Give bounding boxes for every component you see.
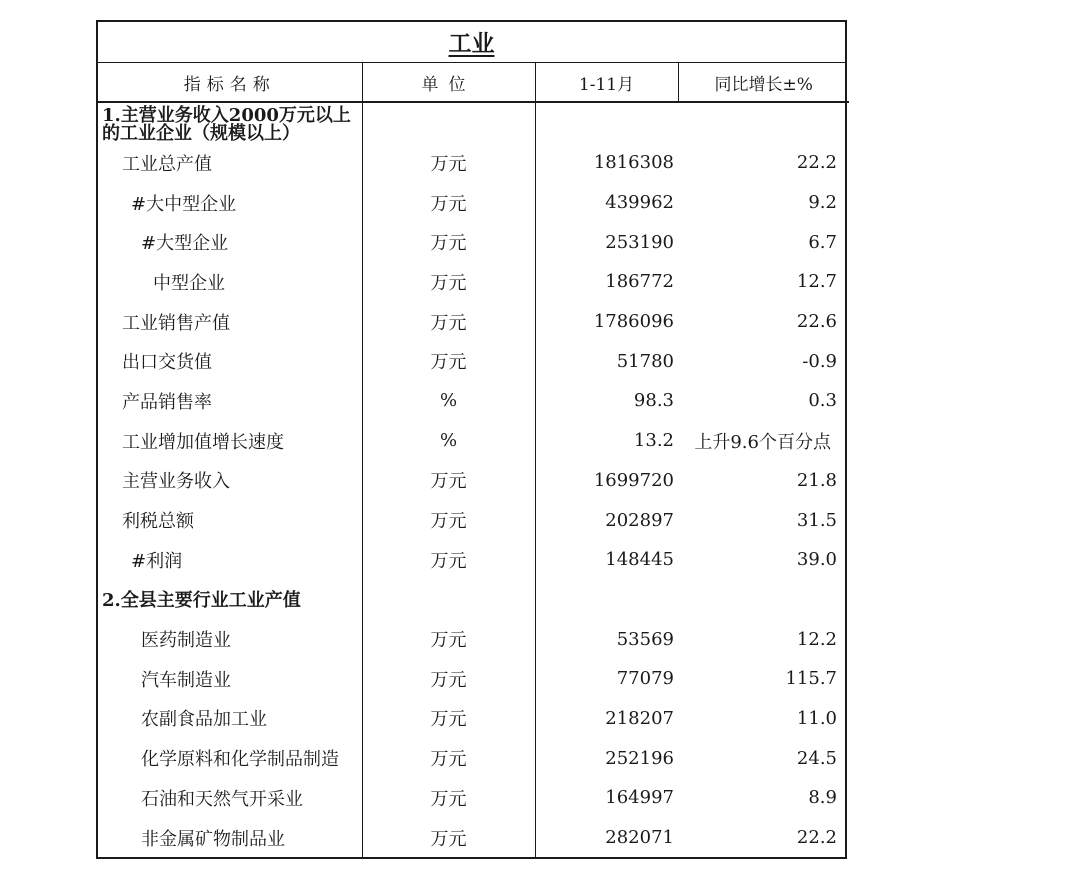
indicator-name: #利润 (98, 540, 362, 580)
growth-cell: 9.2 (808, 192, 837, 214)
value-cell: 148445 (605, 549, 674, 571)
growth-cell: 24.5 (796, 747, 837, 769)
value-cell: 53569 (616, 628, 674, 650)
growth-cell: 22.2 (796, 152, 837, 174)
growth-cell: 39.0 (796, 549, 837, 571)
growth-cell: 上升9.6个百分点 (694, 431, 831, 453)
table-row (98, 659, 849, 699)
section-label: 2.全县主要行业工业产值 (98, 580, 362, 620)
section-row (98, 102, 849, 143)
unit-cell: 万元 (362, 659, 535, 699)
unit-cell: 万元 (362, 183, 535, 223)
value-cell: 51780 (616, 350, 674, 372)
unit-cell: 万元 (362, 778, 535, 818)
indicator-name: 汽车制造业 (98, 659, 362, 699)
section-label: 1.主营业务收入2000万元以上的工业企业（规模以上） (98, 102, 362, 143)
table-row (98, 143, 849, 183)
value-cell: 98.3 (633, 390, 674, 412)
value-cell: 252196 (605, 747, 674, 769)
indicator-name: 利税总额 (98, 500, 362, 540)
table-row (98, 302, 849, 342)
growth-cell: 6.7 (808, 231, 837, 253)
growth-cell: 22.2 (796, 827, 837, 849)
statistics-table-frame (96, 63, 847, 859)
indicator-name: 工业增加值增长速度 (98, 421, 362, 461)
growth-cell: -0.9 (802, 350, 837, 372)
indicator-name: 工业总产值 (98, 143, 362, 183)
value-cell: 282071 (605, 827, 674, 849)
table-row (98, 818, 849, 858)
unit-cell: 万元 (362, 222, 535, 262)
unit-cell: 万元 (362, 302, 535, 342)
unit-cell: 万元 (362, 619, 535, 659)
table-row (98, 699, 849, 739)
indicator-name: 工业销售产值 (98, 302, 362, 342)
table-row (98, 222, 849, 262)
unit-cell: 万元 (362, 500, 535, 540)
header-yoy-growth: 同比增长±% (678, 63, 849, 102)
growth-cell: 21.8 (796, 469, 837, 491)
growth-cell: 11.0 (796, 707, 837, 729)
unit-cell: 万元 (362, 262, 535, 302)
table-row (98, 500, 849, 540)
growth-cell: 8.9 (808, 787, 837, 809)
section-row (98, 580, 849, 620)
value-cell: 1816308 (593, 152, 674, 174)
growth-cell: 12.2 (796, 628, 837, 650)
value-cell: 202897 (605, 509, 674, 531)
value-cell: 439962 (605, 192, 674, 214)
indicator-name: 农副食品加工业 (98, 699, 362, 739)
industry-statistics-sheet (96, 20, 847, 859)
header-period: 1-11月 (535, 63, 678, 102)
value-cell: 253190 (605, 231, 674, 253)
indicator-name: 中型企业 (98, 262, 362, 302)
table-row (98, 778, 849, 818)
value-cell: 1699720 (593, 469, 674, 491)
value-cell: 186772 (605, 271, 674, 293)
growth-cell: 0.3 (808, 390, 837, 412)
header-unit: 单位 (362, 63, 535, 102)
indicator-name: 出口交货值 (98, 341, 362, 381)
indicator-name: 非金属矿物制品业 (98, 818, 362, 858)
header-indicator-name: 指标名称 (98, 63, 362, 102)
indicator-name: 医药制造业 (98, 619, 362, 659)
indicator-name: #大中型企业 (98, 183, 362, 223)
table-row (98, 421, 849, 461)
unit-cell: 万元 (362, 540, 535, 580)
statistics-table (98, 63, 849, 857)
value-cell: 77079 (616, 668, 674, 690)
table-row (98, 619, 849, 659)
growth-cell: 115.7 (785, 668, 837, 690)
value-cell: 1786096 (593, 311, 674, 333)
growth-cell: 12.7 (796, 271, 837, 293)
indicator-name: 化学原料和化学制品制造 (98, 738, 362, 778)
unit-cell: 万元 (362, 818, 535, 858)
indicator-name: #大型企业 (98, 222, 362, 262)
header-row (98, 63, 849, 102)
table-row (98, 341, 849, 381)
value-cell: 218207 (605, 707, 674, 729)
table-row (98, 262, 849, 302)
indicator-name: 石油和天然气开采业 (98, 778, 362, 818)
unit-cell: 万元 (362, 738, 535, 778)
unit-cell: 万元 (362, 461, 535, 501)
unit-cell: % (362, 381, 535, 421)
unit-cell: 万元 (362, 341, 535, 381)
table-row (98, 183, 849, 223)
growth-cell: 22.6 (796, 311, 837, 333)
value-cell: 164997 (605, 787, 674, 809)
table-row (98, 461, 849, 501)
unit-cell: % (362, 421, 535, 461)
sheet-title: 工业 (96, 20, 847, 63)
value-cell: 13.2 (633, 430, 674, 452)
growth-cell: 31.5 (796, 509, 837, 531)
unit-cell: 万元 (362, 699, 535, 739)
table-row (98, 381, 849, 421)
table-row (98, 540, 849, 580)
indicator-name: 产品销售率 (98, 381, 362, 421)
indicator-name: 主营业务收入 (98, 461, 362, 501)
table-row (98, 738, 849, 778)
unit-cell: 万元 (362, 143, 535, 183)
